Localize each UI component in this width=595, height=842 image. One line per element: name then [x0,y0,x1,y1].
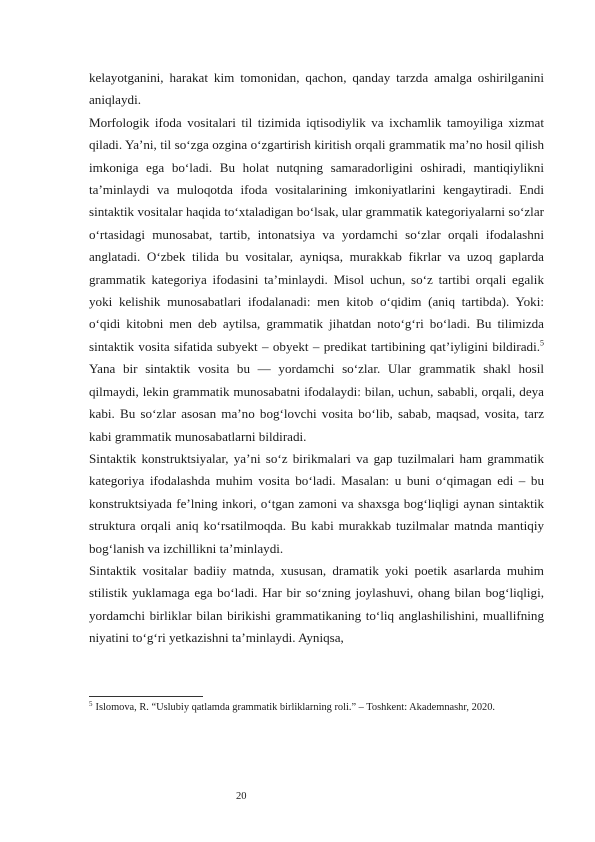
page-number: 20 [236,791,247,802]
paragraph-2 [89,112,544,448]
paragraph-2-continuation: Yana bir sintaktik vosita bu — yordamchi so‘zlar. Ular grammatik shakl hosil qilmaydi, lekin grammatik munosabatni ifodalaydi: bilan, uchun, sababli, orqali, deya kabi. Bu so‘zlar asosan ma’no bog‘lovchi vosita bo‘lib, sabab, maqsad, vosita, tarz kabi grammatik munosabatlarni bildiradi. [89,361,544,444]
body-text [89,67,544,650]
paragraph-4: Sintaktik vositalar badiiy matnda, xususan, dramatik yoki poetik asarlarda muhim stilistik yuklamaga ega bo‘ladi. Har bir so‘zning joylashuvi, ohang bilan bog‘liqligi, yordamchi birliklar bilan birikishi grammatikaning to‘liq anglashilishini, muallifning niyatini to‘g‘ri yetkazishni ta’minlaydi. Ayniqsa, [89,562,544,646]
paragraph-1: kelayotganini, harakat kim tomonidan, qachon, qanday tarzda amalga oshirilganini aniqlaydi. [89,70,544,108]
footnote-number: 5 [89,699,93,708]
paragraph-2-text: Morfologik ifoda vositalari til tizimida iqtisodiylik va ixchamlik tamoyiliga xizmat qiladi. Ya’ni, til so‘zga ozgina o‘zgartirish kiritish orqali grammatik ma’no hosil qilish imkoniga ega bo‘ladi. Bu holat nutqning samaradorligini oshiradi, mantiqiylikni ta’minlaydi va muloqotda ifoda vositalarining imkoniyatlarini kengaytiradi. Endi sintaktik vositalar haqida to‘xtaladigan bo‘lsak, ular grammatik kategoriyalarni so‘zlar o‘rtasidagi munosabat, tartib, intonatsiya va yordamchi so‘zlar orqali ifodalashni anglatadi. O‘zbek tilida bu vositalar, ayniqsa, murakkab fikrlar va uzoq gaplarda grammatik kategoriya ifodasini ta’minlaydi. Misol uchun, so‘z tartibi orqali egalik yoki kelishik munosabatlari ifodalanadi: men kitob o‘qidim (aniq tartibda). Yoki: o‘qidi kitobni men deb aytilsa, grammatik jihatdan noto‘g‘ri bo‘ladi. Bu tilimizda sintaktik vosita sifatida subyekt – obyekt – predikat tartibining qat’iyligini bildiradi. [89,114,544,354]
footnote-reference[interactable]: 5 [540,338,544,348]
footnote [89,701,544,716]
footnote-text: Islomova, R. “Uslubiy qatlamda grammatik birliklarning roli.” – Toshkent: Akademnashr, 2020. [95,702,495,713]
paragraph-3: Sintaktik konstruktsiyalar, ya’ni so‘z birikmalari va gap tuzilmalari ham grammatik kategoriya ifodalashda muhim vosita bo‘ladi. Masalan: u buni o‘qimagan edi – bu konstruktsiyada fe’lning inkori, o‘tgan zamoni va shaxsga bog‘liqligi aynan sintaktik struktura orqali aniq ko‘rsatilmoqda. Bu kabi murakkab tuzilmalar matnda mantiqiy bog‘lanish va izchillikni ta’minlaydi. [89,450,544,556]
footnote-separator [89,696,203,697]
